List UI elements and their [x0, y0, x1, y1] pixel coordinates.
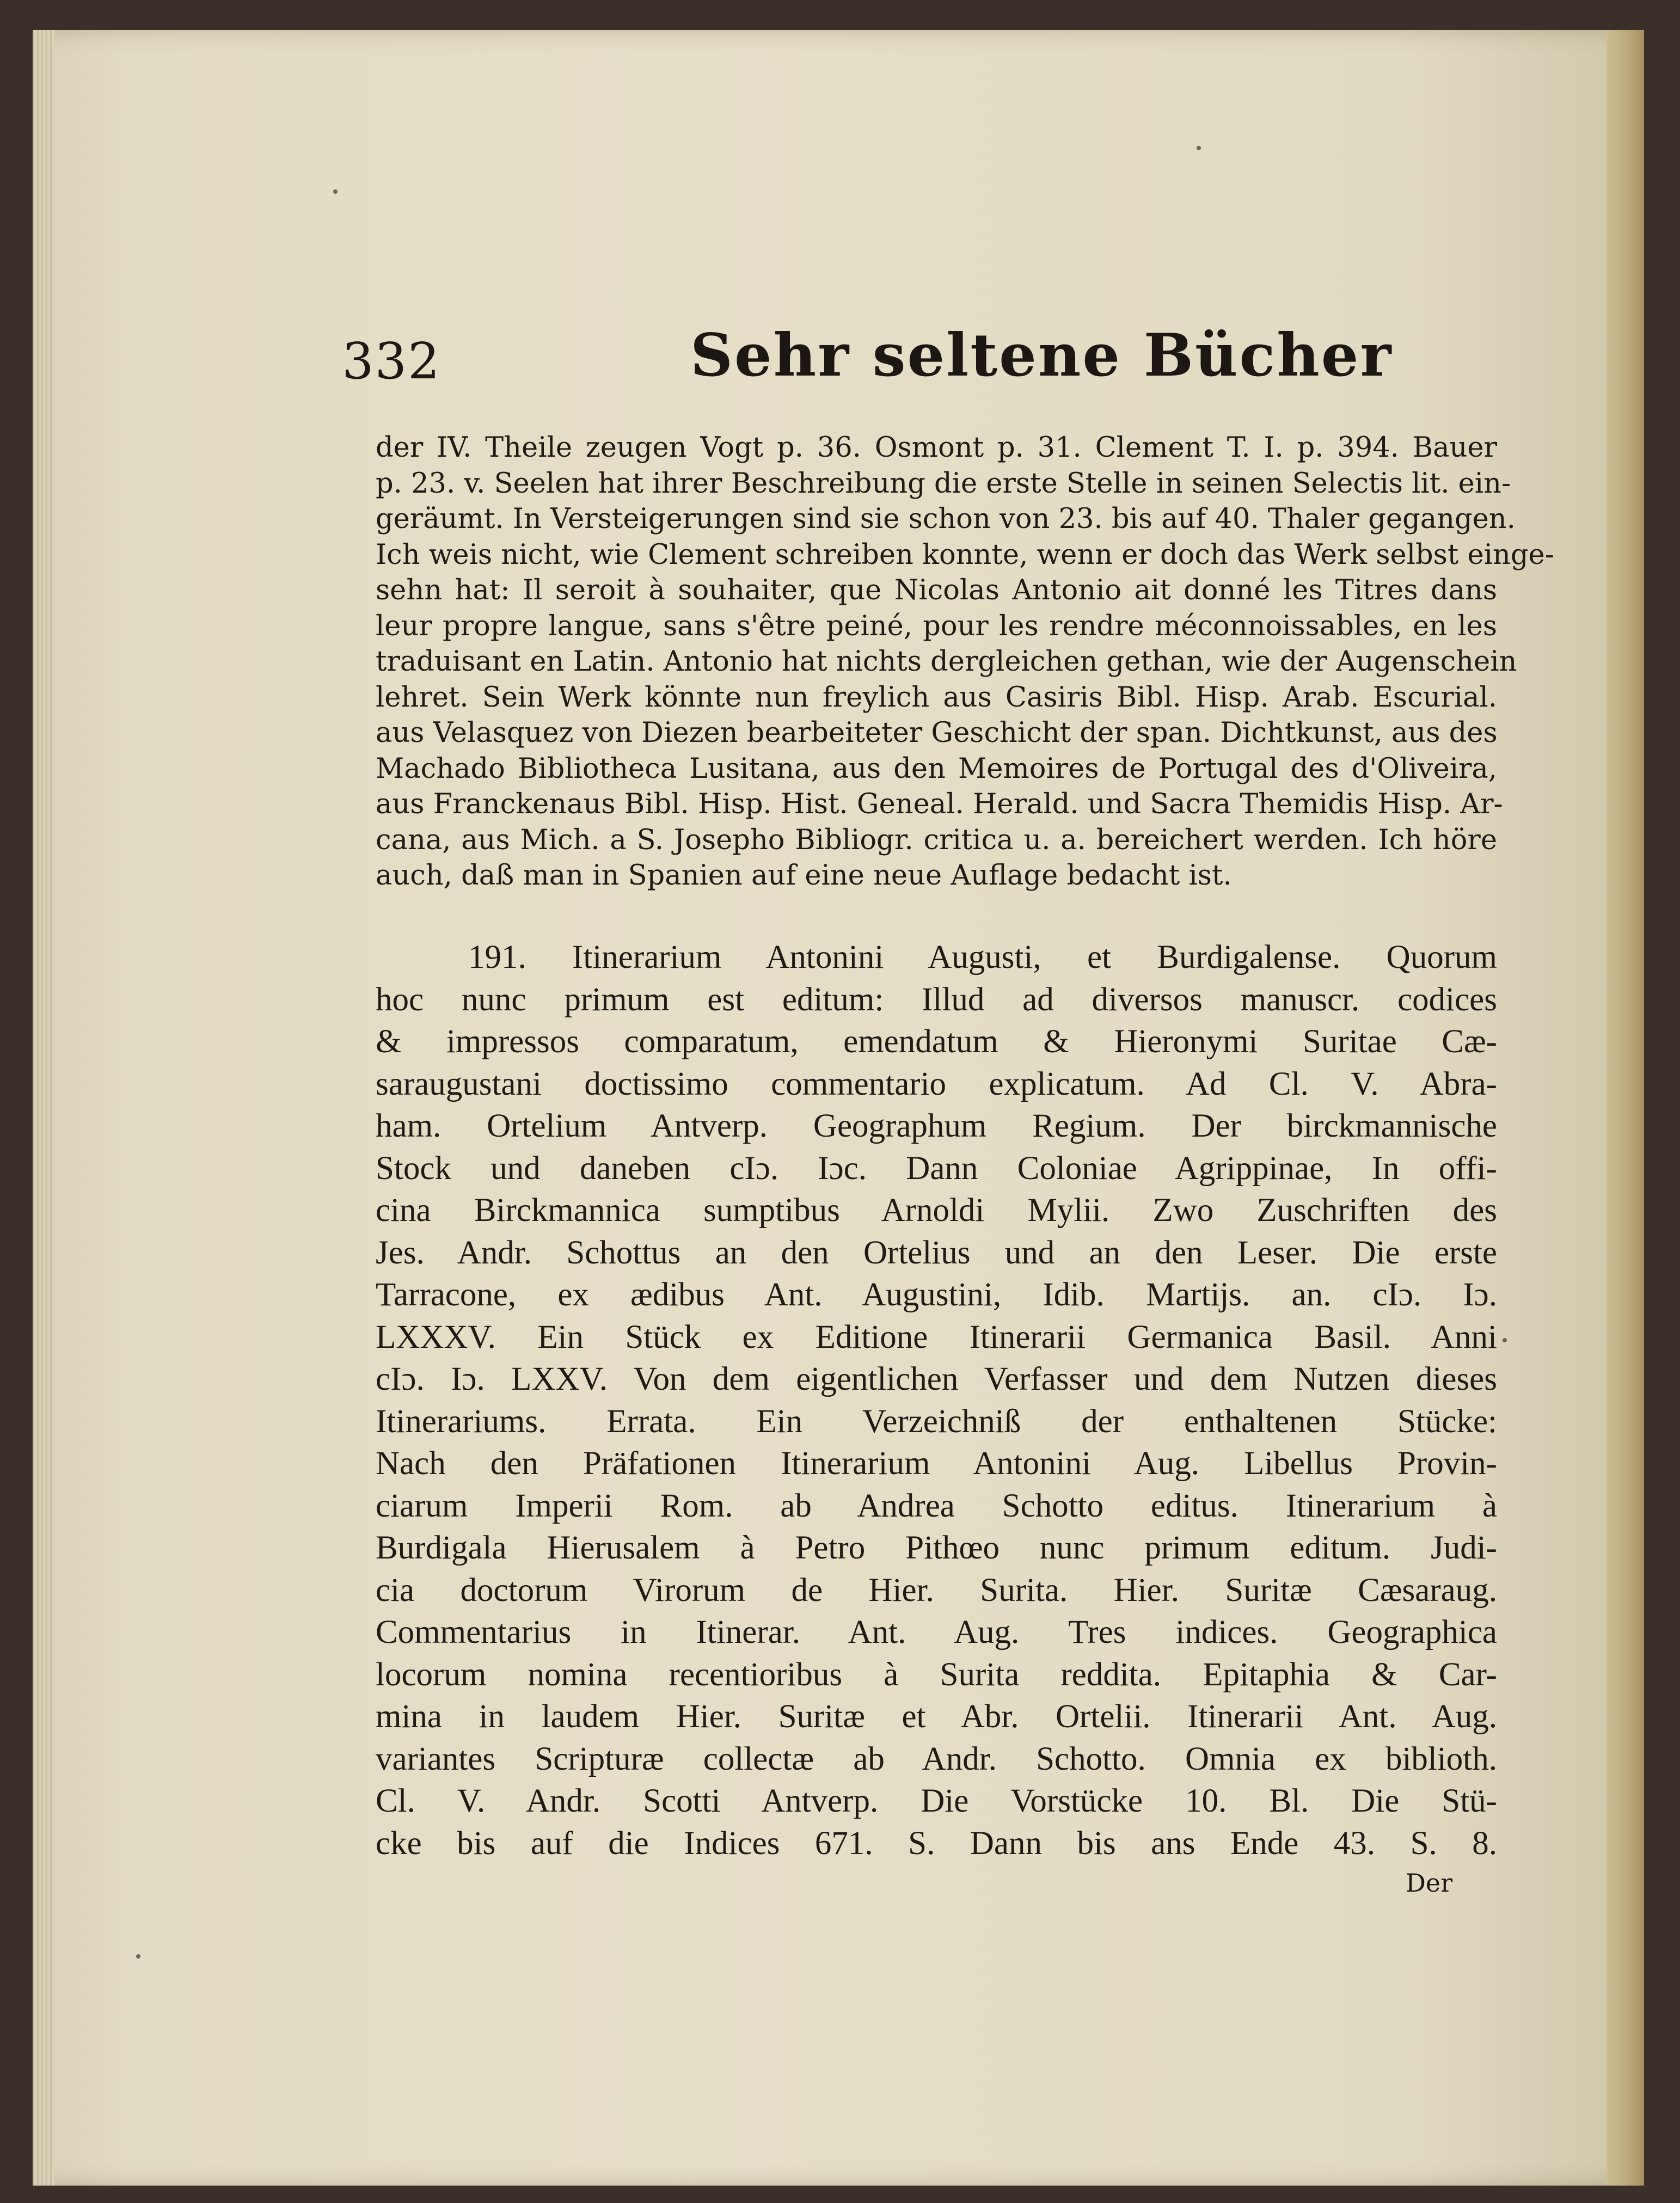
text-line: ciarum Imperii Rom. ab Andrea Schotto editus. Itinerarium à — [376, 1487, 1497, 1524]
text-line: der IV. Theile zeugen Vogt p. 36. Osmont p. 31. Clement T. I. p. 394. Bauer — [376, 432, 1497, 464]
text-line: geräumt. In Versteigerungen sind sie schon von 23. bis auf 40. Thaler gegangen. — [376, 503, 1516, 535]
text-line: 191. Itinerarium Antonini Augusti, et Burdigalense. Quorum — [468, 939, 1497, 975]
text-line: Stock und daneben cIɔ. Iɔc. Dann Coloniae Agrippinae, In offi- — [376, 1150, 1497, 1187]
text-line: traduisant en Latin. Antonio hat nichts dergleichen gethan, wie der Augenschein — [376, 646, 1517, 678]
text-line: ham. Ortelium Antverp. Geographum Regium. Der birckmannische — [376, 1108, 1497, 1144]
text-line: variantes Scripturæ collectæ ab Andr. Schotto. Omnia ex biblioth. — [376, 1740, 1497, 1777]
page-gutter — [33, 30, 54, 2186]
text-line: Tarracone, ex ædibus Ant. Augustini, Idib. Martijs. an. cIɔ. Iɔ. — [376, 1277, 1497, 1313]
text-line: aus Franckenaus Bibl. Hisp. Hist. Geneal. Herald. und Sacra Themidis Hisp. Ar- — [376, 788, 1503, 820]
running-title: Sehr seltene Bücher — [690, 321, 1393, 390]
text-line: & impressos comparatum, emendatum & Hieronymi Suritae Cæ- — [376, 1023, 1497, 1060]
text-line: lehret. Sein Werk könnte nun freylich aus Casiris Bibl. Hisp. Arab. Escurial. — [376, 681, 1497, 714]
paper-speck — [136, 1954, 140, 1959]
paper-speck — [1197, 146, 1201, 150]
text-line: Machado Bibliotheca Lusitana, aus den Memoires de Portugal des d'Oliveira, — [376, 752, 1497, 785]
text-line: saraugustani doctissimo commentario explicatum. Ad Cl. V. Abra- — [376, 1065, 1497, 1102]
text-line: cana, aus Mich. a S. Josepho Bibliogr. critica u. a. bereichert werden. Ich höre — [376, 824, 1497, 856]
paper-speck — [333, 189, 338, 194]
text-line: cia doctorum Virorum de Hier. Surita. Hier. Suritæ Cæsaraug. — [376, 1572, 1497, 1609]
page-number: 332 — [342, 332, 441, 390]
text-line: Nach den Präfationen Itinerarium Antonini Aug. Libellus Provin- — [376, 1445, 1497, 1482]
text-line: cIɔ. Iɔ. LXXV. Von dem eigentlichen Verfasser und dem Nutzen dieses — [376, 1361, 1497, 1397]
text-line: Itinerariums. Errata. Ein Verzeichniß der enthaltenen Stücke: — [376, 1403, 1497, 1440]
page-header — [342, 316, 1485, 397]
text-line: hoc nunc primum est editum: Illud ad diversos manuscr. codices — [376, 981, 1497, 1018]
text-line: LXXXV. Ein Stück ex Editione Itinerarii Germanica Basil. Anni — [376, 1318, 1497, 1355]
text-line: auch, daß man in Spanien auf eine neue Auflage bedacht ist. — [376, 860, 1232, 892]
text-line: locorum nomina recentioribus à Surita reddita. Epitaphia & Car- — [376, 1656, 1497, 1693]
text-line: mina in laudem Hier. Suritæ et Abr. Ortelii. Itinerarii Ant. Aug. — [376, 1698, 1497, 1735]
page-fore-edge — [1606, 30, 1644, 2186]
text-line: cina Birckmannica sumptibus Arnoldi Mylii. Zwo Zuschriften des — [376, 1192, 1497, 1229]
entry-191 — [376, 936, 1497, 1864]
text-line: p. 23. v. Seelen hat ihrer Beschreibung die erste Stelle in seinen Selectis lit. ein- — [376, 467, 1511, 500]
paragraph-top — [376, 430, 1554, 894]
text-line: Jes. Andr. Schottus an den Ortelius und an den Leser. Die erste — [376, 1234, 1497, 1271]
catchword: Der — [1406, 1868, 1453, 1898]
text-line: Commentarius in Itinerar. Ant. Aug. Tres indices. Geographica — [376, 1614, 1497, 1650]
text-line: sehn hat: Il seroit à souhaiter, que Nicolas Antonio ait donné les Titres dans — [376, 574, 1497, 606]
paper-speck — [1503, 1338, 1507, 1342]
text-line: Ich weis nicht, wie Clement schreiben konnte, wenn er doch das Werk selbst einge- — [376, 538, 1554, 571]
text-line: cke bis auf die Indices 671. S. Dann bis ans Ende 43. S. 8. — [376, 1825, 1497, 1862]
text-line: Burdigala Hierusalem à Petro Pithœo nunc primum editum. Judi- — [376, 1530, 1497, 1566]
text-line: Cl. V. Andr. Scotti Antverp. Die Vorstücke 10. Bl. Die Stü- — [376, 1783, 1497, 1819]
text-line: leur propre langue, sans s'être peiné, pour les rendre méconnoissables, en les — [376, 610, 1497, 642]
text-line: aus Velasquez von Diezen bearbeiteter Geschicht der span. Dichtkunst, aus des — [376, 717, 1498, 749]
